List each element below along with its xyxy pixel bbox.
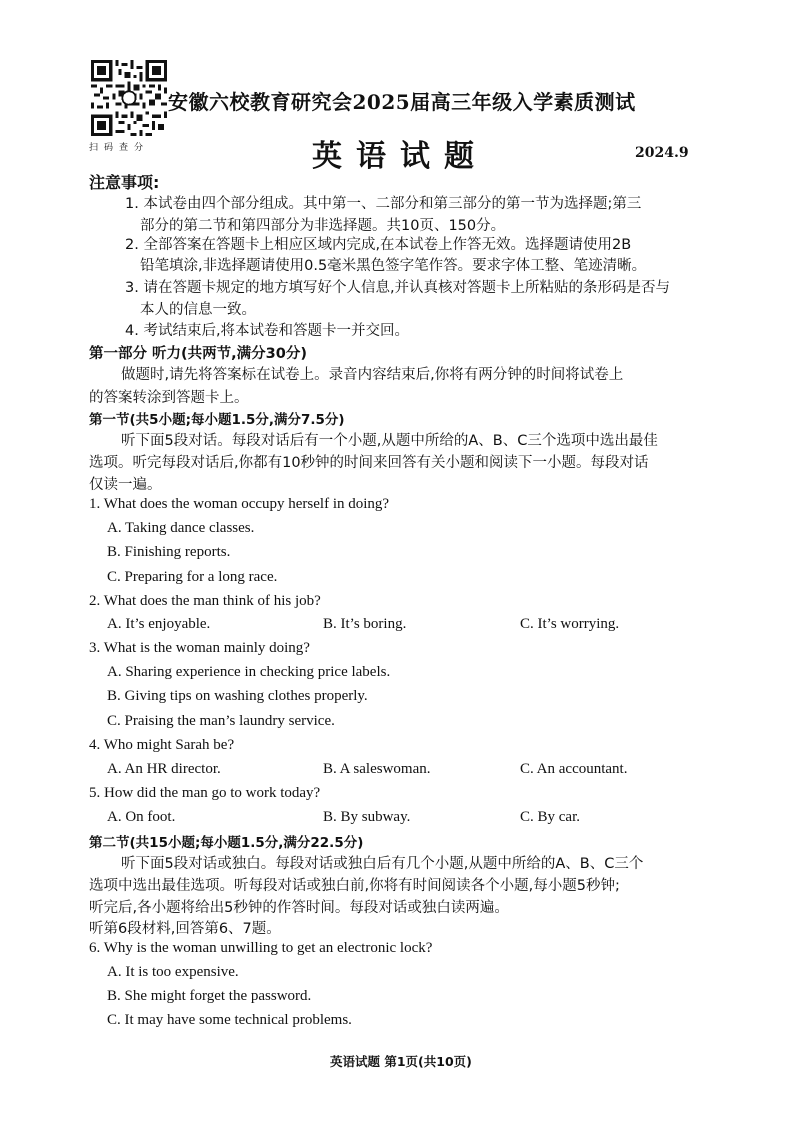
question-option: B. By subway.	[323, 809, 411, 825]
section2-heading: 第二节(共15小题;每小题1.5分,满分22.5分)	[89, 835, 364, 851]
question-stem: 2. What does the man think of his job?	[89, 593, 321, 609]
note-line: 4. 考试结束后,将本试卷和答题卡一并交回。	[125, 323, 410, 339]
page-title: 英语试题	[312, 139, 488, 174]
part1-intro: 做题时,请先将答案标在试卷上。录音内容结束后,你将有两分钟的时间将试卷上	[121, 367, 624, 383]
question-option: B. Finishing reports.	[107, 544, 231, 560]
question-option: B. She might forget the password.	[107, 988, 312, 1004]
question-option: A. Sharing experience in checking price labels.	[107, 664, 391, 680]
question-option: C. Preparing for a long race.	[107, 569, 278, 585]
section1-heading: 第一节(共5小题;每小题1.5分,满分7.5分)	[89, 412, 345, 428]
section1-instruction: 选项。听完每段对话后,你都有10秒钟的时间来回答有关小题和阅读下一小题。每段对话	[89, 455, 649, 471]
question-option: C. By car.	[520, 809, 580, 825]
question-option: C. It may have some technical problems.	[107, 1012, 352, 1028]
section1-instruction: 听下面5段对话。每段对话后有一个小题,从题中所给的A、B、C三个选项中选出最佳	[121, 433, 658, 449]
question-stem: 3. What is the woman mainly doing?	[89, 640, 310, 656]
question-option: C. Praising the man’s laundry service.	[107, 713, 335, 729]
note-line: 1. 本试卷由四个部分组成。其中第一、二部分和第三部分的第一节为选择题;第三	[125, 196, 642, 212]
note-line: 部分的第二节和第四部分为非选择题。共10页、150分。	[140, 218, 506, 234]
question-option: B. It’s boring.	[323, 616, 407, 632]
note-line: 2. 全部答案在答题卡上相应区域内完成,在本试卷上作答无效。选择题请使用2B	[125, 237, 632, 253]
question-option: B. A saleswoman.	[323, 761, 431, 777]
note-line: 3. 请在答题卡规定的地方填写好个人信息,并认真核对答题卡上所粘贴的条形码是否与	[125, 280, 671, 296]
section2-instruction: 选项中选出最佳选项。听每段对话或独白前,你将有时间阅读各个小题,每小题5秒钟;	[89, 878, 620, 894]
question-stem: 1. What does the woman occupy herself in doing?	[89, 496, 390, 512]
qr-caption: 扫码查分	[89, 143, 150, 153]
question-option: A. It’s enjoyable.	[107, 616, 211, 632]
page-footer: 英语试题 第1页(共10页)	[330, 1054, 472, 1069]
exam-date: 2024.9	[635, 145, 689, 161]
question-option: A. An HR director.	[107, 761, 221, 777]
question-option: A. It is too expensive.	[107, 964, 239, 980]
section1-instruction: 仅读一遍。	[89, 477, 162, 493]
question-option: A. On foot.	[107, 809, 176, 825]
question-option: C. An accountant.	[520, 761, 628, 777]
qr-code-icon	[91, 60, 167, 136]
note-line: 本人的信息一致。	[140, 302, 256, 318]
exam-header-title: 安徽六校教育研究会2025届高三年级入学素质测试	[168, 90, 636, 114]
question-option: A. Taking dance classes.	[107, 520, 255, 536]
question-stem: 5. How did the man go to work today?	[89, 785, 321, 801]
question-stem: 4. Who might Sarah be?	[89, 737, 235, 753]
note-line: 铅笔填涂,非选择题请使用0.5毫米黑色签字笔作答。要求字体工整、笔迹清晰。	[140, 258, 647, 274]
question-stem: 6. Why is the woman unwilling to get an electronic lock?	[89, 940, 433, 956]
part1-heading: 第一部分 听力(共两节,满分30分)	[89, 346, 307, 362]
section2-instruction: 听下面5段对话或独白。每段对话或独白后有几个小题,从题中所给的A、B、C三个	[121, 856, 644, 872]
notes-heading: 注意事项:	[89, 173, 160, 192]
section2-material-note: 听第6段材料,回答第6、7题。	[89, 921, 281, 937]
question-option: C. It’s worrying.	[520, 616, 620, 632]
part1-intro: 的答案转涂到答题卡上。	[89, 390, 249, 406]
section2-instruction: 听完后,各小题将给出5秒钟的作答时间。每段对话或独白读两遍。	[89, 900, 509, 916]
question-option: B. Giving tips on washing clothes properly.	[107, 688, 368, 704]
